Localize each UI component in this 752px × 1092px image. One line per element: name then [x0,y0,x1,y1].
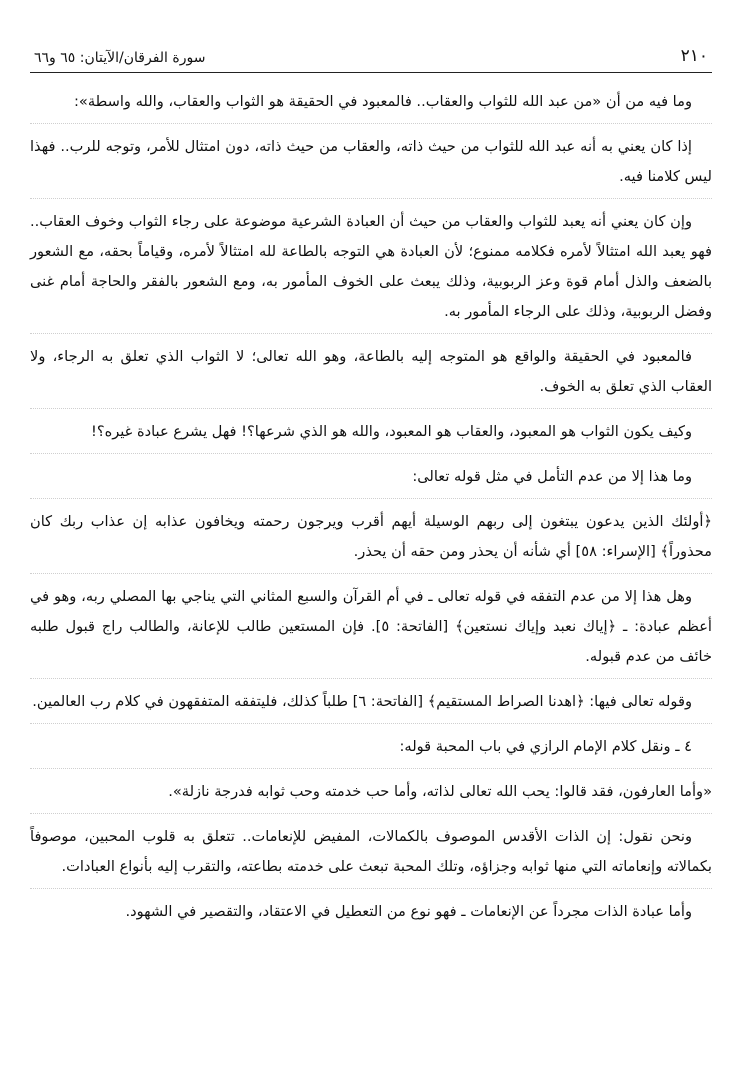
paragraph-razi-intro: ٤ ـ ونقل كلام الإمام الرازي في باب المحبة قوله: [30,732,712,769]
paragraph-conclusion: وأما عبادة الذات مجرداً عن الإنعامات ـ فهو نوع من التعطيل في الاعتقاد، والتقصير في الشهود. [125,903,692,920]
paragraph-our-view: ونحن نقول: إن الذات الأقدس الموصوف بالكمالات، المفيض للإنعامات.. تتعلق به قلوب المحبين، موصوفاً بكمالاته وإنعاماته التي منها ثوابه وجزاؤه، وتلك المحبة تبعث على خدمته بطاعته، والتقرب إليه بأنواع العبادات. [30,822,712,889]
paragraph-first-meaning: إذا كان يعني به أنه عبد الله للثواب من حيث ذاته، والعقاب من حيث ذاته، دون امتثال للأمر، وتوجه للرب.. فهذا ليس كلامنا فيه. [30,132,712,199]
running-title: سورة الفرقان/الآيتان: ٦٥ و٦٦ [34,50,206,66]
paragraph-verse-isra: ﴿أولئك الذين يدعون يبتغون إلى ربهم الوسيلة أيهم أقرب ويرجون رحمته ويخافون عذابه إن عذاب ربك كان محذوراً﴾ [الإسراء: ٥٨] أي شأنه أن يحذر ومن حقه أن يحذر. [30,507,712,574]
paragraph-reflection-intro: وما هذا إلا من عدم التأمل في مثل قوله تعالى: [30,462,712,499]
paragraph-rhetorical-question: وكيف يكون الثواب هو المعبود، والعقاب هو المعبود، والله هو الذي شرعها؟! فهل يشرع عبادة غيره؟! [30,417,712,454]
page-number: ٢١٠ [680,46,708,66]
paragraph-fatiha-guidance: وقوله تعالى فيها: ﴿اهدنا الصراط المستقيم﴾ [الفاتحة: ٦] طلباً كذلك، فليتفقه المتفقهون في كلام رب العالمين. [30,687,712,724]
paragraph-quote-intro: وما فيه من أن «من عبد الله للثواب والعقاب.. فالمعبود في الحقيقة هو الثواب والعقاب، والله واسطة»: [30,87,712,124]
page-header [30,30,712,73]
paragraph-second-meaning: وإن كان يعني أنه يعبد للثواب والعقاب من حيث أن العبادة الشرعية موضوعة على رجاء الثواب وخوف العقاب.. فهو يعبد الله امتثالاً لأمره فكلامه ممنوع؛ لأن العبادة هي التوجه بالطاعة لله امتثالاً لأمره، وقياماً بحقه، مع الشعور بالضعف والذل أمام قوة وعز الربوبية، وذلك يبعث على الخوف المأمور به، ومع الشعور بالفقر والحاجة أمام غنى وفضل الربوبية، وذلك على الرجاء المأمور به. [30,207,712,334]
book-page [30,30,712,1070]
page-content [30,73,712,933]
paragraph-fatiha-seeking-help: وهل هذا إلا من عدم التفقه في قوله تعالى ـ في أم القرآن والسبع المثاني التي يناجي بها المصلي ربه، وهو في أعظم عبادة: ـ ﴿إياك نعبد وإياك نستعين﴾ [الفاتحة: ٥]. فإن المستعين طالب للإعانة، والطالب راج قبول طلبه خائف من عدم قبوله. [30,582,712,679]
paragraph-true-worshipped: فالمعبود في الحقيقة والواقع هو المتوجه إليه بالطاعة، وهو الله تعالى؛ لا الثواب الذي تعلق به الرجاء، ولا العقاب الذي تعلق به الخوف. [30,342,712,409]
paragraph-razi-quote: «وأما العارفون، فقد قالوا: يحب الله تعالى لذاته، وأما حب خدمته وحب ثوابه فدرجة نازلة». [30,777,712,814]
